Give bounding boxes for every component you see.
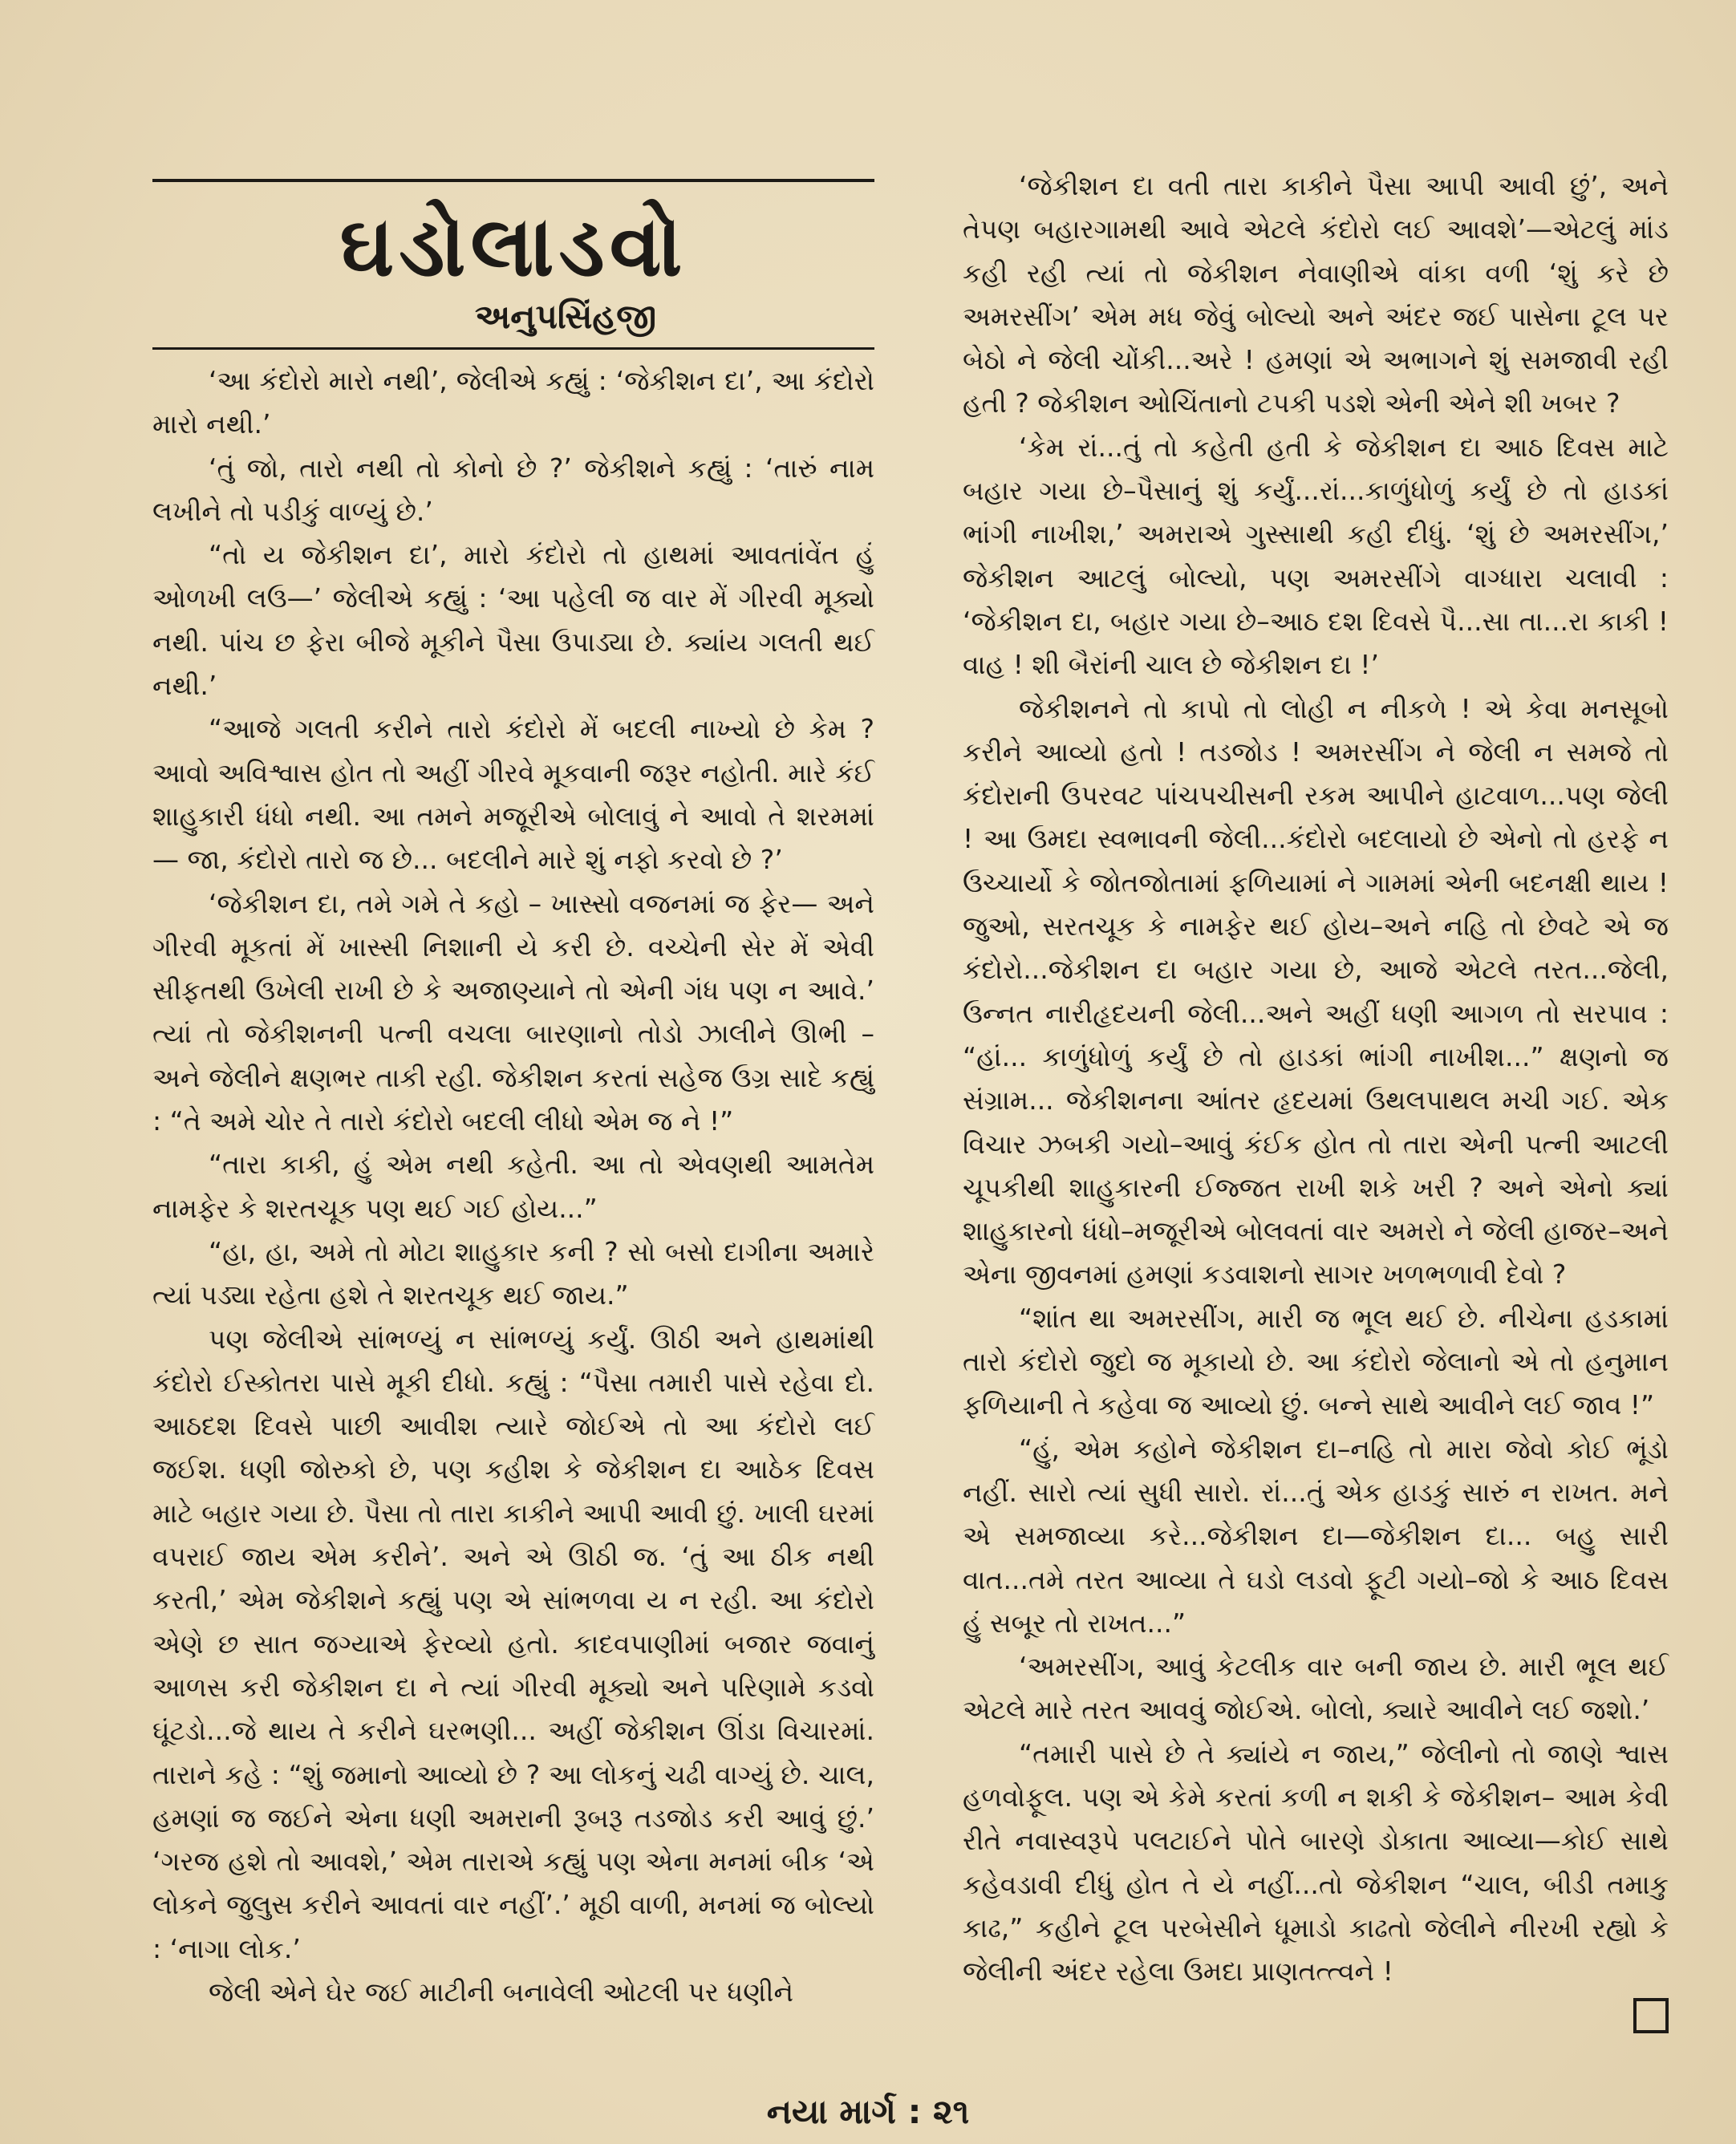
paragraph: “હા, હા, અમે તો મોટા શાહુકાર કની ? સો બસો દાગીના અમારે ત્યાં પડ્યા રહેતા હશે તે શરતચૂક થઈ જાય.” xyxy=(152,1235,874,1311)
article-header xyxy=(152,179,874,350)
bottom-rule xyxy=(152,347,874,350)
paragraph: “હું, એમ કહોને જેકીશન દા–નહિ તો મારા જેવો કોઈ ભૂંડો નહીં. સારો ત્યાં સુધી સારો. રાં...તું એક હાડકું સારું ન રાખત. મને એ સમજાવ્યા કરે...જેકીશન દા—જેકીશન દા... બહુ સારી વાત...તમે તરત આવ્યા તે ઘડો લડવો ફૂટી ગયો–જો કે આઠ દિવસ હું સબૂર તો રાખત...” xyxy=(963,1433,1669,1639)
paragraph: જેલી એને ઘેર જઈ માટીની બનાવેલી ઓટલી પર ધણીને xyxy=(209,1976,794,2008)
paragraph: ‘તું જો, તારો નથી તો કોનો છે ?’ જેકીશને કહ્યું : ‘તારું નામ લખીને તો પડીકું વાળ્યું છે.’ xyxy=(152,452,874,527)
page-footer: નયા માર્ગ : ૨૧ xyxy=(766,2092,970,2131)
article-author: અનુપસિંહજી xyxy=(474,297,657,336)
paragraph: ‘અમરસીંગ, આવું કેટલીક વાર બની જાય છે. મારી ભૂલ થઈ એટલે મારે તરત આવવું જોઈએ. બોલો, ક્યારે આવીને લઈ જશો.’ xyxy=(963,1651,1669,1726)
paragraph: “આજે ગલતી કરીને તારો કંદોરો મેં બદલી નાખ્યો છે કેમ ? આવો અવિશ્વાસ હોત તો અહીં ગીરવે મૂકવાની જરૂર નહોતી. મારે કંઈ શાહુકારી ધંધો નથી. આ તમને મજૂરીએ બોલાવું ને આવો તે શરમમાં — જા, કંદોરો તારો જ છે... બદલીને મારે શું નફો કરવો છે ?’ xyxy=(152,713,874,876)
paragraph: ‘જેકીશન દા વતી તારા કાકીને પૈસા આપી આવી છું’, અને તેપણ બહારગામથી આવે એટલે કંદોરો લઈ આવશે’—એટલું માંડ કહી રહી ત્યાં તો જેકીશન નેવાણીએ વાંકા વળી ‘શું કરે છે અમરસીંગ’ એમ મધ જેવું બોલ્યો અને અંદર જઈ પાસેના ટૂલ પર બેઠો ને જેલી ચોંકી...અરે ! હમણાં એ અભાગને શું સમજાવી રહી હતી ? જેકીશન ઓચિંતાનો ટપકી પડશે એની એને શી ખબર ? xyxy=(963,170,1669,419)
paragraph: પણ જેલીએ સાંભળ્યું ન સાંભળ્યું કર્યું. ઊઠી અને હાથમાંથી કંદોરો ઈસ્કોતરા પાસે મૂકી દીધો. કહ્યું : “પૈસા તમારી પાસે રહેવા દો. આઠદશ દિવસે પાછી આવીશ ત્યારે જોઈએ તો આ કંદોરો લઈ જઈશ. ધણી જોરુકો છે, પણ કહીશ કે જેકીશન દા આઠેક દિવસ માટે બહાર ગયા છે. પૈસા તો તારા કાકીને આપી આવી છું. ખાલી ઘરમાં વપરાઈ જાય એમ કરીને’. અને એ ઊઠી જ. ‘તું આ ઠીક નથી કરતી,’ એમ જેકીશને કહ્યું પણ એ સાંભળવા ય ન રહી. આ કંદોરો એણે છ સાત જગ્યાએ ફેરવ્યો હતો. કાદવપાણીમાં બજાર જવાનું આળસ કરી જેકીશન દા ને ત્યાં ગીરવી મૂક્યો અને પરિણામે કડવો ઘૂંટડો...જે થાય તે કરીને ઘરભણી... અહીં જેકીશન ઊંડા વિચારમાં. તારાને કહે : “શું જમાનો આવ્યો છે ? આ લોકનું ચઢી વાગ્યું છે. ચાલ, હમણાં જ જઈને એના ધણી અમરાની રૂબરૂ તડજોડ કરી આવું છું.’ ‘ગરજ હશે તો આવશે,’ એમ તારાએ કહ્યું પણ એના મનમાં બીક ‘એ લોકને જુલુસ કરીને આવતાં વાર નહીં’.’ મૂઠી વાળી, મનમાં જ બોલ્યો : ‘નાગા લોક.’ xyxy=(152,1323,874,1964)
paragraph: જેકીશનને તો કાપો તો લોહી ન નીકળે ! એ કેવા મનસૂબો કરીને આવ્યો હતો ! તડજોડ ! અમરસીંગ ને જેલી ન સમજે તો કંદોરાની ઉપરવટ પાંચપચીસની રકમ આપીને હાટવાળ...પણ જેલી ! આ ઉમદા સ્વભાવની જેલી...કંદોરો બદલાયો છે એનો તો હરફે ન ઉચ્ચાર્યો કે જોતજોતામાં ફળિયામાં ને ગામમાં એની બદનક્ષી થાય ! જુઓ, સરતચૂક કે નામફેર થઈ હોય–અને નહિ તો છેવટે એ જ કંદોરો...જેકીશન દા બહાર ગયા છે, આજે એટલે તરત...જેલી, ઉન્નત નારીહૃદયની જેલી...અને અહીં ધણી આગળ તો સરપાવ : “હાં... કાળુંધોળું કર્યું છે તો હાડકાં ભાંગી નાખીશ...” ક્ષણનો જ સંગ્રામ... જેકીશનના આંતર હૃદયમાં ઉથલપાથલ મચી ગઈ. એક વિચાર ઝબકી ગયો–આવું કંઈક હોત તો તારા એની પત્ની આટલી ચૂપકીથી શાહુકારની ઈજ્જત રાખી શકે ખરી ? અને એનો ક્યાં શાહુકારનો ધંધો–મજૂરીએ બોલવતાં વાર અમરો ને જેલી હાજર–અને એના જીવનમાં હમણાં કડવાશનો સાગર ખળભળાવી દેવો ? xyxy=(963,692,1669,1291)
paragraph: “શાંત થા અમરસીંગ, મારી જ ભૂલ થઈ છે. નીચેના હડકામાં તારો કંદોરો જુદો જ મૂકાયો છે. આ કંદોરો જેલાનો એ તો હનુમાન ફળિયાની તે કહેવા જ આવ્યો છું. બન્ને સાથે આવીને લઈ જાવ !” xyxy=(963,1302,1669,1421)
paragraph: “તારા કાકી, હું એમ નથી કહેતી. આ તો એવણથી આમતેમ નામફેર કે શરતચૂક પણ થઈ ગઈ હોય...” xyxy=(152,1149,874,1224)
paragraph: ‘કેમ રાં...તું તો કહેતી હતી કે જેકીશન દા આઠ દિવસ માટે બહાર ગયા છે–પૈસાનું શું કર્યું...રાં...કાળુંધોળું કર્યું છે તો હાડકાં ભાંગી નાખીશ,’ અમરાએ ગુસ્સાથી કહી દીધું. ‘શું છે અમરસીંગ,’ જેકીશન આટલું બોલ્યો, પણ અમરસીંગે વાગ્ધારા ચલાવી : ‘જેકીશન દા, બહાર ગયા છે–આઠ દશ દિવસે પૈ...સા તા...રા કાકી ! વાહ ! શી બૈરાંની ચાલ છે જેકીશન દા !’ xyxy=(963,431,1669,681)
end-of-article-box-icon xyxy=(1633,1998,1669,2033)
left-column xyxy=(152,164,874,2014)
paragraph: “તમારી પાસે છે તે ક્યાંયે ન જાય,” જેલીનો તો જાણે શ્વાસ હળવોફૂલ. પણ એ કેમે કરતાં કળી ન શકી કે જેકીશન– આમ કેવી રીતે નવાસ્વરૂપે પલટાઈને પોતે બારણે ડોકાતા આવ્યા—કોઈ સાથે કહેવડાવી દીધું હોત તે યે નહીં...તો જેકીશન “ચાલ, બીડી તમાકુ કાઢ,” કહીને ટૂલ પરબેસીને ધૂમાડો કાઢતો જેલીને નીરખી રહ્યો કે જેલીની અંદર રહેલા ઉમદા પ્રાણતત્ત્વને ! xyxy=(963,1737,1669,1988)
paragraph: ‘જેકીશન દા, તમે ગમે તે કહો – ખાસ્સો વજનમાં જ ફેર— અને ગીરવી મૂકતાં મેં ખાસ્સી નિશાની યે કરી છે. વચ્ચેની સેર મેં એવી સીફતથી ઉખેલી રાખી છે કે અજાણ્યાને તો એની ગંધ પણ ન આવે.’ ત્યાં તો જેકીશનની પત્ની વચલા બારણાનો તોડો ઝાલીને ઊભી – અને જેલીને ક્ષણભર તાકી રહી. જેકીશન કરતાં સહેજ ઉગ્ર સાદે કહ્યું : “તે અમે ચોર તે તારો કંદોરો બદલી લીધો એમ જ ને !” xyxy=(152,887,874,1137)
right-column xyxy=(963,164,1669,2033)
article-title: ઘડોલાડવો xyxy=(339,197,688,295)
paragraph: ‘આ કંદોરો મારો નથી’, જેલીએ કહ્યું : ‘જેકીશન દા’, આ કંદોરો મારો નથી.’ xyxy=(152,365,874,440)
top-rule xyxy=(152,179,874,182)
paragraph: “તો ય જેકીશન દા’, મારો કંદોરો તો હાથમાં આવતાંવેંત હું ઓળખી લઉ—’ જેલીએ કહ્યું : ‘આ પહેલી જ વાર મેં ગીરવી મૂક્યો નથી. પાંચ છ ફેરા બીજે મૂકીને પૈસા ઉપાડ્યા છે. ક્યાંય ગલતી થઈ નથી.’ xyxy=(152,539,874,702)
